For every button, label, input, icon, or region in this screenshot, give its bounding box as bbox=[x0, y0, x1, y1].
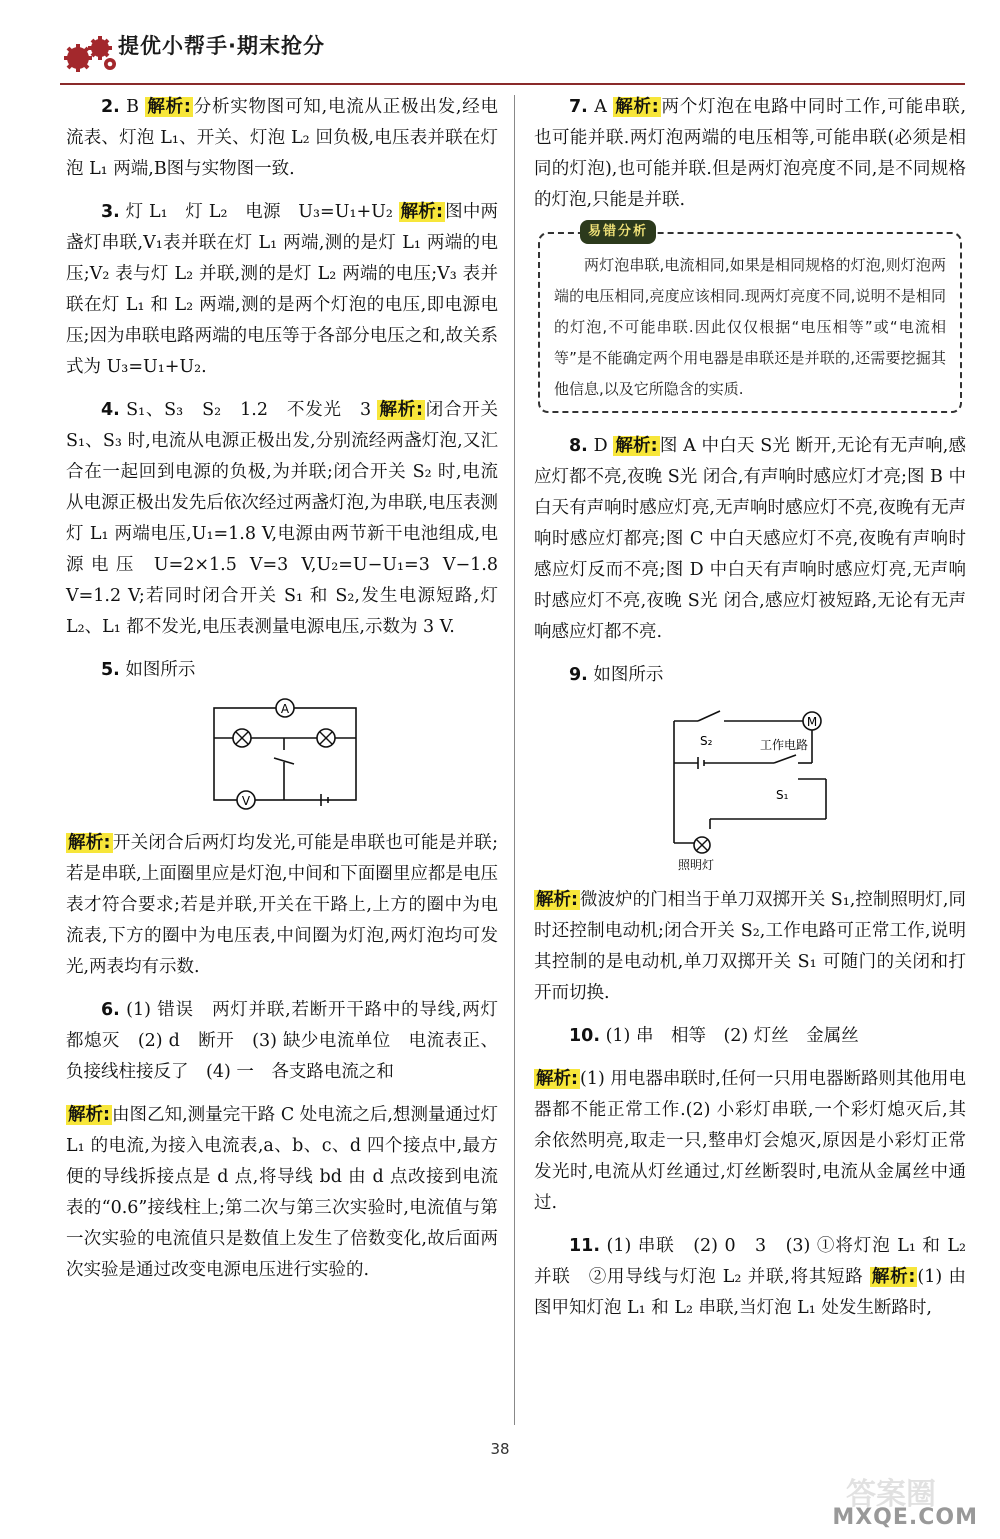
question-number: 11. bbox=[569, 1236, 601, 1256]
analysis-text: 分析实物图可知,电流从正极出发,经电流表、灯泡 L₁、开关、灯泡 L₂ 回负极,电压表并联在灯泡 L₁ 两端,B图与实物图一致. bbox=[66, 97, 498, 179]
analysis-q5 bbox=[66, 828, 498, 983]
analysis-text: 开关闭合后两灯均发光,可能是串联也可能是并联;若是串联,上面圈里应是灯泡,中间和下面圈里应都是电压表才符合要求;若是并联,开关在干路上,上方的圈中为电流表,下方的圈中为电压表,中间圈为灯泡,两灯泡均可发光,两表均有示数. bbox=[66, 833, 498, 977]
right-column bbox=[534, 92, 966, 1336]
answer-q11 bbox=[534, 1231, 966, 1324]
circuit-diagram-q5 bbox=[66, 694, 498, 814]
question-number: 8. bbox=[569, 436, 588, 456]
answer-q5 bbox=[66, 655, 498, 686]
watermark-logo-text: 答案圈 bbox=[846, 1477, 936, 1512]
analysis-tag: 解析: bbox=[68, 833, 111, 853]
switch-s1-label: S₁ bbox=[776, 788, 789, 802]
answer-q3 bbox=[66, 197, 498, 383]
analysis-text: 图中两盏灯串联,V₁表并联在灯 L₁ 两端,测的是灯 L₁ 两端的电压;V₂ 表与灯 L₂ 并联,测的是灯 L₂ 两端的电压;V₃ 表并联在灯 L₁ 和 L₂ 两端,测的是两个灯泡的电压,即电源电压;因为串联电路两端的电压等于各部分电压之和,故关系式为 U₃=U₁+U₂. bbox=[66, 202, 498, 377]
circuit-q5-svg bbox=[66, 694, 498, 814]
answer-q7 bbox=[534, 92, 966, 216]
error-analysis-box bbox=[538, 224, 962, 413]
analysis-text: 闭合开关 S₁、S₃ 时,电流从电源正极出发,分别流经两盏灯泡,又汇合在一起回到电源的负极,为并联;闭合开关 S₂ 时,电流从电源正极出发先后依次经过两盏灯泡,为串联,电压表测灯 L₁ 两端电压,U₁=1.8 V,电源由两节新干电池组成,电源电压 U=2×1.5 V=3 V,U₂=U−U₁=3 V−1.8 V=1.2 V;若同时闭合开关 S₁ 和 S₂,发生电源短路,灯 L₂、L₁ 都不发光,电压表测量电源电压,示数为 3 V. bbox=[66, 400, 499, 637]
analysis-text: 微波炉的门相当于单刀双掷开关 S₁,控制照明灯,同时还控制电动机;闭合开关 S₂,工作电路可正常工作,说明其控制的是电动机,单刀双掷开关 S₁ 可随门的关闭和打开而切换. bbox=[534, 890, 966, 1003]
answer-value: (1) 错误 两灯并联,若断开干路中的导线,两灯都熄灭 (2) d 断开 (3) 缺少电流单位 电流表正、负接线柱接反了 (4) 一 各支路电流之和 bbox=[66, 1000, 498, 1082]
analysis-q6 bbox=[66, 1100, 498, 1286]
question-number: 6. bbox=[101, 1000, 120, 1020]
answer-value: B bbox=[126, 97, 140, 117]
question-number: 3. bbox=[101, 202, 120, 222]
error-analysis-tag: 易错分析 bbox=[580, 220, 656, 244]
answer-q8 bbox=[534, 431, 966, 648]
page-number: 38 bbox=[490, 1440, 510, 1458]
circuit-q9-svg bbox=[534, 699, 966, 871]
work-circuit-label: 工作电路 bbox=[760, 738, 809, 752]
analysis-tag: 解析: bbox=[379, 400, 423, 420]
question-number: 9. bbox=[569, 665, 588, 685]
analysis-q9 bbox=[534, 885, 966, 1009]
header-title: 提优小帮手·期末抢分 bbox=[118, 34, 325, 58]
lighting-lamp-label: 照明灯 bbox=[678, 858, 715, 871]
answer-value: (1) 串联 (2) 0 3 (3) ①将灯泡 L₁ 和 L₂ 并联 ②用导线与灯泡 L₂ 并联,将其短路 bbox=[534, 1236, 966, 1287]
answer-value: 灯 L₁ 灯 L₂ 电源 U₃=U₁+U₂ bbox=[125, 202, 393, 222]
analysis-text: 图 A 中白天 S光 断开,无论有无声响,感应灯都不亮,夜晚 S光 闭合,有声响时感应灯才亮;图 B 中白天有声响时感应灯亮,无声响时感应灯不亮,夜晚有无声响时感应灯都亮;图 C 中白天感应灯不亮,夜晚有声响时感应灯反而不亮;图 D 中白天有声响时感应灯亮,无声响时感应灯不亮,夜晚 S光 闭合,感应灯被短路,无论有无声响感应灯都不亮. bbox=[534, 436, 966, 642]
answer-q9 bbox=[534, 660, 966, 691]
analysis-text: 两个灯泡在电路中同时工作,可能串联,也可能并联.两灯泡两端的电压相等,可能串联(必须是相同的灯泡),也可能并联.但是两灯泡亮度不同,是不同规格的灯泡,只能是并联. bbox=[534, 97, 967, 210]
analysis-text: 由图乙知,测量完干路 C 处电流之后,想测量通过灯 L₁ 的电流,为接入电流表,a、b、c、d 四个接点中,最方便的导线拆接点是 d 点,将导线 bd 由 d 点改接到电流表的“0.6”接线柱上;第二次与第三次实验时,电流值与第一次实验的电流值只是数值上发生了倍数变化,故后面两次实验是通过改变电源电压进行实验的. bbox=[66, 1105, 499, 1280]
voltmeter-label: V bbox=[241, 794, 251, 808]
page-header bbox=[0, 0, 1000, 90]
error-analysis-text: 两灯泡串联,电流相同,如果是相同规格的灯泡,则灯泡两端的电压相同,亮度应该相同.现两灯亮度不同,说明不是相同的灯泡,不可能串联.因此仅仅根据“电压相等”或“电流相等”是不能确定两个用电器是串联还是并联的,还需要挖掘其他信息,以及它所隐含的实质. bbox=[554, 256, 946, 398]
analysis-q10 bbox=[534, 1064, 966, 1219]
question-number: 5. bbox=[101, 660, 120, 680]
answer-value: S₁、S₃ S₂ 1.2 不发光 3 bbox=[126, 400, 372, 420]
answer-value: 如图所示 bbox=[593, 665, 664, 685]
analysis-tag: 解析: bbox=[536, 890, 579, 910]
answer-q6 bbox=[66, 995, 498, 1088]
analysis-tag: 解析: bbox=[68, 1105, 111, 1125]
switch-s2-label: S₂ bbox=[700, 734, 713, 748]
answer-q10 bbox=[534, 1021, 966, 1052]
header-rule bbox=[60, 83, 965, 85]
motor-label: M bbox=[806, 715, 818, 729]
question-number: 7. bbox=[569, 97, 588, 117]
column-divider bbox=[514, 95, 515, 1425]
analysis-tag: 解析: bbox=[147, 97, 191, 117]
watermark-text: MXQE.COM bbox=[832, 1505, 978, 1530]
ammeter-label: A bbox=[280, 702, 290, 716]
analysis-tag: 解析: bbox=[400, 202, 443, 222]
analysis-tag: 解析: bbox=[615, 97, 659, 117]
analysis-tag: 解析: bbox=[615, 436, 658, 456]
analysis-text: (1) 由图甲知灯泡 L₁ 和 L₂ 串联,当灯泡 L₁ 处发生断路时, bbox=[534, 1267, 966, 1318]
answer-q4 bbox=[66, 395, 498, 643]
answer-value: D bbox=[593, 436, 608, 456]
answer-value: 如图所示 bbox=[125, 660, 196, 680]
question-number: 2. bbox=[101, 97, 120, 117]
analysis-tag: 解析: bbox=[536, 1069, 579, 1089]
analysis-text: (1) 用电器串联时,任何一只用电器断路则其他用电器都不能正常工作.(2) 小彩灯串联,一个彩灯熄灭后,其余依然明亮,取走一只,整串灯会熄灭,原因是小彩灯正常发光时,电流从灯丝通过,灯丝断裂时,电流从金属丝中通过. bbox=[534, 1069, 966, 1213]
answer-value: A bbox=[594, 97, 607, 117]
answer-value: (1) 串 相等 (2) 灯丝 金属丝 bbox=[605, 1026, 859, 1046]
question-number: 4. bbox=[101, 400, 120, 420]
circuit-diagram-q9 bbox=[534, 699, 966, 871]
gears-icon bbox=[62, 28, 122, 76]
left-column bbox=[66, 92, 498, 1298]
answer-q2 bbox=[66, 92, 498, 185]
question-number: 10. bbox=[569, 1026, 601, 1046]
analysis-tag: 解析: bbox=[871, 1267, 916, 1287]
